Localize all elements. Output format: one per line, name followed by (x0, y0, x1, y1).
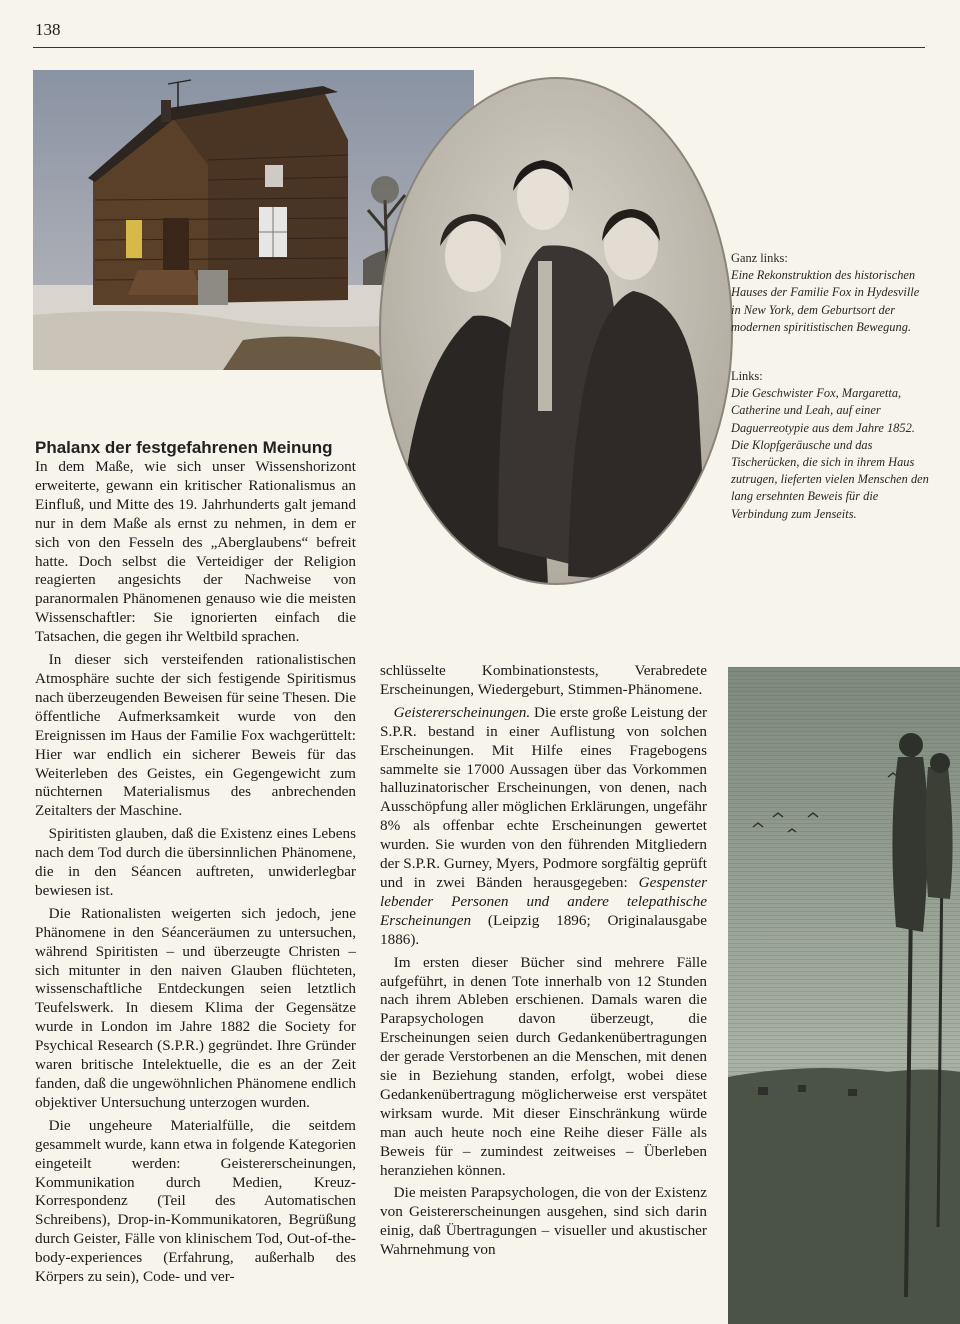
caption-label: Links: (731, 369, 763, 383)
book-title: Gespenster lebender Personen und andere telepathische Erscheinungen (380, 873, 707, 929)
section-heading: Phalanx der festgefahrenen Meinung (35, 438, 333, 457)
top-rule (33, 47, 925, 48)
paragraph: In dem Maße, wie sich unser Wissenshorizont erweiterte, gewann ein kritischer Rationalismus an Einfluß, und Mitte des 19. Jahrhunderts galt jemand nur in dem Maße als ernst zu nehmen, in dem er sich von den Fesseln des „Aberglaubens“ befreit hatte. Doch selbst die Verteidiger der Religion reagierten angesichts der Nachweise von paranormalen Phänomenen genauso wie die meisten Wissenschaftler: Sie ignorierten einfach die Tatsachen, die gegen ihr Weltbild sprachen. (35, 458, 356, 646)
paragraph: Spiritisten glauben, daß die Existenz eines Lebens nach dem Tod durch die übersinnlichen Phänomene, die in den Séancen auftreten, unwiderlegbar bewiesen ist. (35, 825, 356, 899)
paragraph: Im ersten dieser Bücher sind mehrere Fälle aufgeführt, in denen Tote innerhalb von 12 Stunden nach ihrem Ableben erschienen. Damals waren die Parapsychologen davon überzeugt, die Erscheinungen seien durch Gedankenübertragungen der gerade Verstorbenen an die Menschen, mit denen sie in Beziehung standen, erfolgt, wobei diese Gedankenübertragung möglicherweise erst verspätet wirksam wurde. Mit dieser Einschränkung würde man auch heute noch eine Reihe dieser Fälle als Beweis für – zumindest zeitweises – Überleben heranziehen können. (380, 953, 707, 1179)
paragraph: Die meisten Parapsychologen, die von der Existenz von Geistererscheinungen ausgehen, sind sich darin einig, daß Übertragungen – visueller und akustischer Wahrnehmung von (380, 1184, 707, 1259)
paragraph-text: Die erste große Leistung der S.P.R. bestand in einer Auflistung von solchen Erscheinungen. Mit Hilfe eines Fragebogens sammelte sie 17000 Aussagen über das Vorkommen halluzinatorischer Erscheinungen, von denen, nach Ausschöpfung aller möglichen Erklärungen, ungefähr 8% als offenbar echte Erscheinungen gewertet wurden. Sie wurden von den führenden Mitgliedern der S.P.R. Gurney, Myers, Podmore sorgfältig geprüft und in zwei Bänden herausgegeben: (380, 703, 707, 891)
text-column-left (35, 458, 356, 1287)
caption-text: Eine Rekonstruktion des historischen Hauses der Familie Fox in Hydesville in New York, dem Geburtsort der modernen spiritistischen Bewegung. (731, 268, 920, 334)
caption-sisters (731, 368, 931, 523)
paragraph: In dieser sich versteifenden rationalistischen Atmosphäre suchte der sich festigende Spiritismus nach überzeugenden Beweisen für seine Thesen. Die öffentliche Aufmerksamkeit wurde von den Ereignissen im Haus der Familie Fox wachgerüttelt: Hier war endlich ein sicherer Beweis für das Weiterleben des Geistes, ein Gegengewicht zum nüchternen Materialismus des anbrechenden Zeitalters der Maschine. (35, 651, 356, 820)
paragraph: schlüsselte Kombinationstests, Verabredete Erscheinungen, Wiedergeburt, Stimmen-Phänomene. (380, 662, 707, 698)
engraving-illustration-icon (728, 667, 960, 1324)
paragraph: Die Rationalisten weigerten sich jedoch, jene Phänomene in den Séanceräumen zu untersuchen, während Spiritisten – und überzeugte Christen – sich mitunter in den naiven Glauben flüchteten, wissenschaftliche Entdeckungen seien letztlich Teufelswerk. In diesem Klima der Gegensätze wurde in London im Jahre 1882 die Society for Psychical Research (S.P.R.) gegründet. Ihre Gründer waren britische Intelektuelle, die es an der Zeit fanden, daß die ungewöhnlichen Phänomene endlich objektiver Untersuchung unterzogen wurden. (35, 904, 356, 1111)
paragraph-text: (Leipzig 1896; Originalausgabe 1886). (380, 911, 707, 948)
daguerreotype-portrait-icon (378, 76, 734, 586)
paragraph-lead: Geistererscheinungen. (393, 703, 531, 721)
caption-text: Die Geschwister Fox, Margaretta, Catherine und Leah, auf einer Daguerreotypie aus dem Jahre 1852. Die Klopfgeräusche und das Tischerücken, die sich in ihrem Haus zutrugen, lieferten vielen Menschen den lang ersehnten Beweis für die Verbindung zum Jenseits. (731, 386, 929, 521)
page-number: 138 (35, 20, 61, 39)
paragraph: Die ungeheure Materialfülle, die seitdem gesammelt wurde, kann etwa in folgende Kategorien eingeteilt werden: Geistererscheinungen, Kommunikation durch Medien, Kreuz-Korrespondenz (Teil des Automatischen Schreibens), Drop-in-Kommunikatoren, Begrüßung durch Geister, Fälle von klinischem Tod, Out-of-the-body-experiences (Erfahrung, außerhalb des Körpers zu sein), Code- und ver- (35, 1116, 356, 1286)
caption-house (731, 250, 931, 336)
caption-label: Ganz links: (731, 251, 788, 265)
text-column-right (380, 662, 707, 1260)
paragraph (380, 704, 707, 950)
